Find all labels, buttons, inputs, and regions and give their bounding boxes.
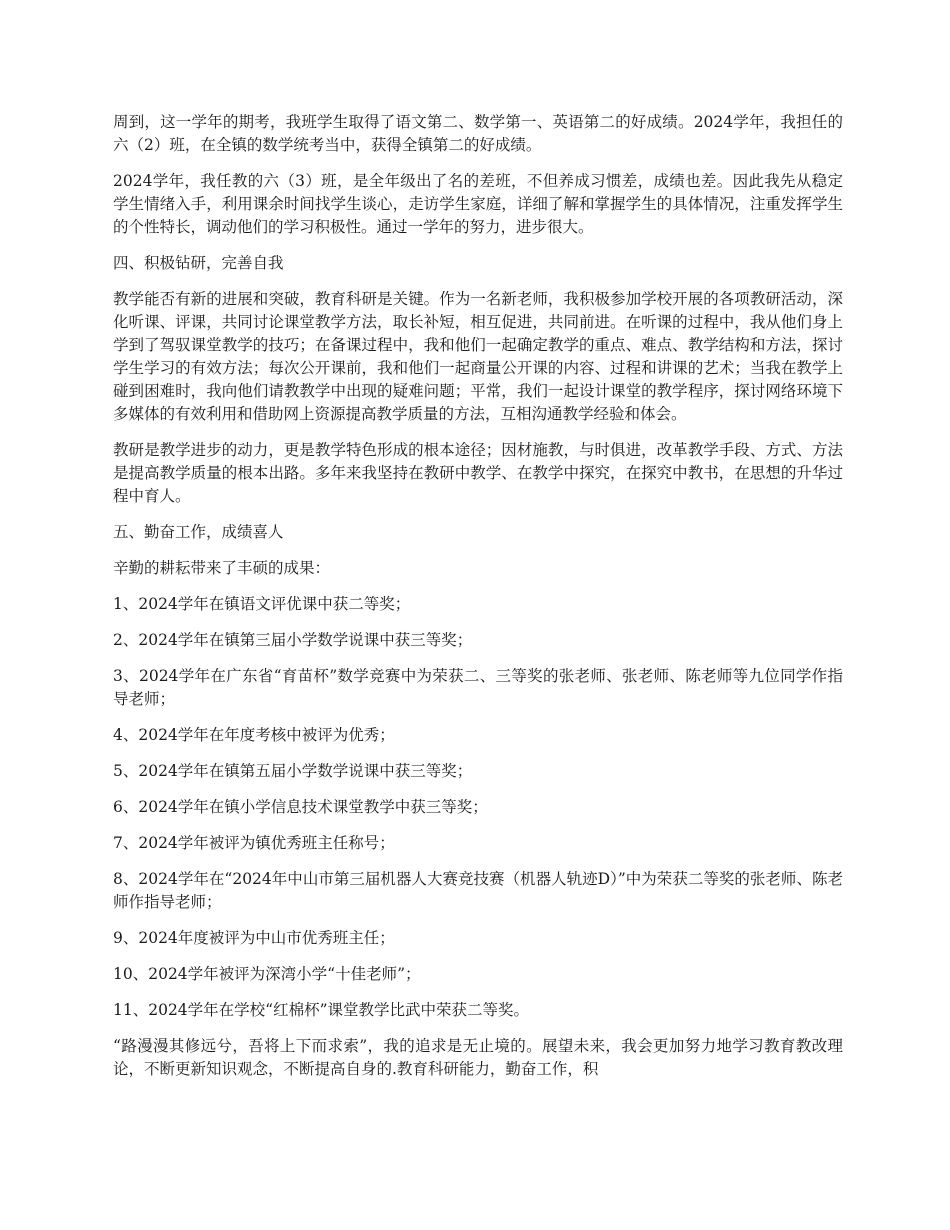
paragraph-intro-continuation: 周到，这一学年的期考，我班学生取得了语文第二、数学第一、英语第二的好成绩。2024学年，我担任的六（2）班，在全镇的数学统考当中，获得全镇第二的好成绩。	[113, 113, 843, 154]
list-item: 2、2024学年在镇第三届小学数学说课中获三等奖；	[113, 631, 473, 649]
list-item: 1、2024学年在镇语文评优课中获二等奖；	[113, 595, 411, 613]
list-item: 8、2024学年在“2024年中山市第三届机器人大赛竞技赛（机器人轨迹D）”中为荣获二等奖的张老师、陈老师作指导老师；	[113, 870, 843, 911]
section-heading-research: 四、积极钻研，完善自我	[113, 254, 284, 272]
list-item: 3、2024学年在广东省“育苗杯”数学竞赛中为荣获二、三等奖的张老师、张老师、陈老师等九位同学作指导老师；	[113, 667, 843, 708]
list-item: 9、2024年度被评为中山市优秀班主任；	[113, 929, 395, 947]
paragraph-research-motivation: 教研是教学进步的动力，更是教学特色形成的根本途径；因材施教，与时俱进，改革教学手段、方式、方法是提高教学质量的根本出路。多年来我坚持在教研中教学、在教学中探究，在探究中教书，在思想的升华过程中育人。	[113, 441, 843, 505]
list-item: 4、2024学年在年度考核中被评为优秀；	[113, 726, 395, 744]
section-heading-achievements: 五、勤奋工作，成绩喜人	[113, 523, 284, 541]
list-item: 10、2024学年被评为深湾小学“十佳老师”；	[113, 965, 421, 983]
list-item: 7、2024学年被评为镇优秀班主任称号；	[113, 834, 395, 852]
paragraph-research-activities: 教学能否有新的进展和突破，教育科研是关键。作为一名新老师，我积极参加学校开展的各项教研活动，深化听课、评课，共同讨论课堂教学方法，取长补短，相互促进，共同前进。在听课的过程中，我从他们身上学到了驾驭课堂教学的技巧；在备课过程中，我和他们一起确定教学的重点、难点、教学结构和方法，探讨学生学习的有效方法；每次公开课前，我和他们一起商量公开课的内容、过程和讲课的艺术；当我在教学上碰到困难时，我向他们请教教学中出现的疑难问题；平常，我们一起设计课堂的教学程序，探讨网络环境下多媒体的有效利用和借助网上资源提高教学质量的方法，互相沟通教学经验和体会。	[113, 290, 843, 423]
list-item: 6、2024学年在镇小学信息技术课堂教学中获三等奖；	[113, 798, 488, 816]
document-body	[113, 111, 843, 1094]
paragraph-closing: “路漫漫其修远兮，吾将上下而求索”，我的追求是无止境的。展望未来，我会更加努力地学习教育教改理论，不断更新知识观念，不断提高自身的.教育科研能力，勤奋工作，积	[113, 1037, 843, 1078]
list-item: 11、2024学年在学校“红棉杯”课堂教学比武中荣获二等奖。	[113, 1001, 530, 1019]
paragraph-achievements-intro: 辛勤的耕耘带来了丰硕的成果：	[113, 559, 331, 577]
list-item: 5、2024学年在镇第五届小学数学说课中获三等奖；	[113, 762, 473, 780]
paragraph-class-six-three: 2024学年，我任教的六（3）班，是全年级出了名的差班，不但养成习惯差，成绩也差。因此我先从稳定学生情绪入手，利用课余时间找学生谈心，走访学生家庭，详细了解和掌握学生的具体情况，注重发挥学生的个性特长，调动他们的学习积极性。通过一学年的努力，进步很大。	[113, 172, 843, 236]
